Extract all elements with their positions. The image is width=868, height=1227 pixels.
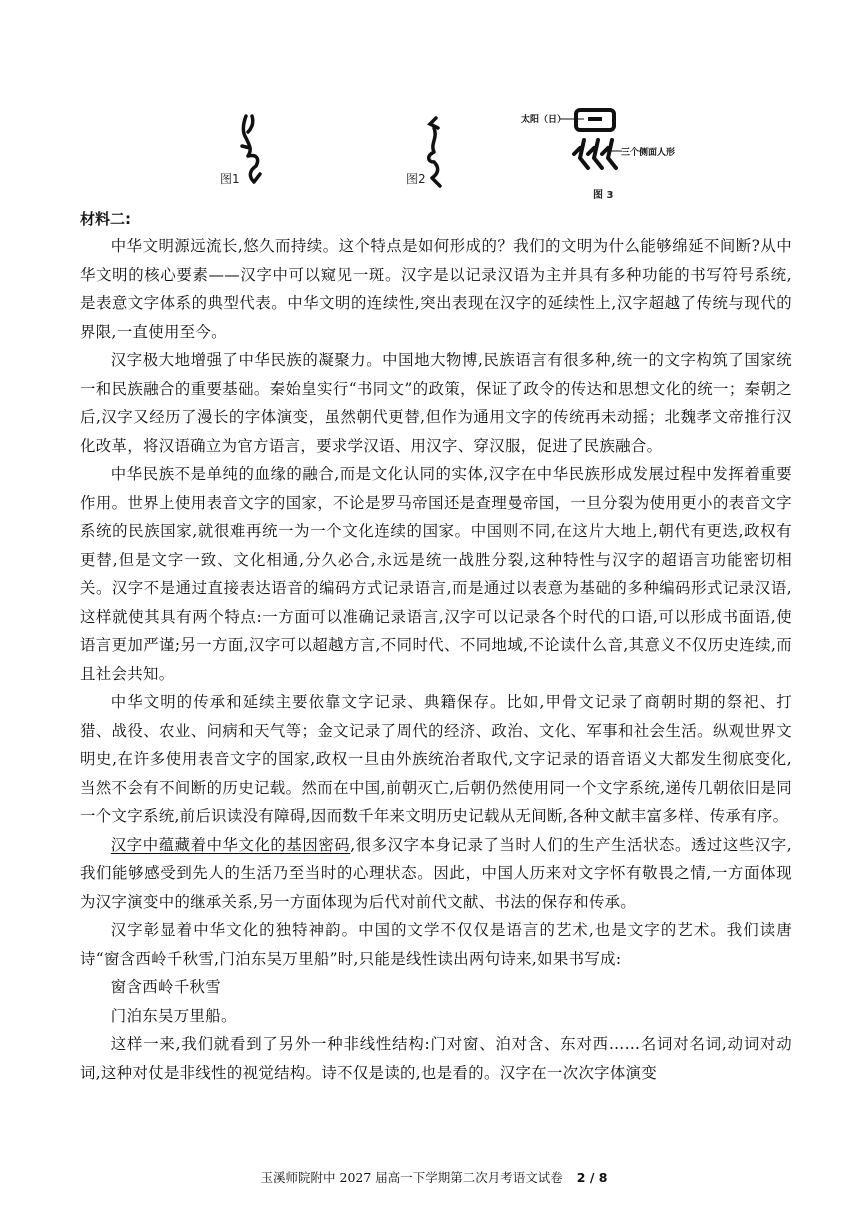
material-two-body [80,232,792,1087]
paragraph-6: 汉字彰显着中华文化的独特神韵。中国的文学不仅仅是语言的艺术,也是文字的艺术。我们读唐诗“窗含西岭千秋雪,门泊东吴万里船”时,只能是线性读出两句诗来,如果书写成: [80,921,792,968]
page-number: 2 / 8 [576,1170,608,1185]
page-footer [0,1168,868,1186]
figure-3-arrow-sun [560,114,586,124]
underlined-sentence: 汉字中蕴藏着中华文化的基因密码 [110,835,351,854]
paragraph-7: 这样一来,我们就看到了另外一种非线性结构:门对窗、泊对含、东对西……名词对名词,动词对动词,这种对仗是非线性的视觉结构。诗不仅是读的,也是看的。汉字在一次次字体演变 [80,1035,792,1082]
poem-line-2: 门泊东吴万里船。 [110,1006,237,1025]
section-title: 材料二: [80,210,131,228]
figure-3-caption: 图 3 [593,190,614,201]
paragraph-1: 中华文明源远流长,悠久而持续。这个特点是如何形成的？我们的文明为什么能够绵延不间断?从中华文明的核心要素——汉字中可以窥见一斑。汉字是以记录汉语为主并具有多种功能的书写符号系统,是表意文字体系的典型代表。中华文明的连续性,突出表现在汉字的延续性上,汉字超越了传统与现代的界限,一直使用至今。 [80,237,792,341]
paragraph-5 [80,831,792,917]
poem-line-1: 窗含西岭千秋雪 [110,978,221,996]
figure-1-glyph [234,110,274,190]
figure-3-label-people: 三个侧面人形 [621,148,676,158]
figure-1-caption: 图1 [220,172,240,186]
figure-3-label-sun: 太阳（日） [521,115,567,125]
paragraph-3: 中华民族不是单纯的血缘的融合,而是文化认同的实体,汉字在中华民族形成发展过程中发挥着重要作用。世界上使用表音文字的国家，不论是罗马帝国还是查理曼帝国，一旦分裂为使用更小的表音文字系统的民族国家,就很难再统一为一个文化连续的国家。中国则不同,在这片大地上,朝代有更迭,政权有更替,但是文字一致、文化相通,分久必合,永远是统一战胜分裂,这种特性与汉字的超语言功能密切相关。汉字不是通过直接表达语音的编码方式记录语言,而是通过以表意为基础的多种编码形式记录汉语,这样就使其具有两个特点:一方面可以准确记录语言,汉字可以记录各个时代的口语,可以形成书面语,使语言更加严谨;另一方面,汉字可以超越方言,不同时代、不同地域,不论读什么音,其意义不仅历史连续,而且社会共知。 [80,465,792,683]
paragraph-4: 中华文明的传承和延续主要依靠文字记录、典籍保存。比如,甲骨文记录了商朝时期的祭祀、打猎、战役、农业、问病和天气等；金文记录了周代的经济、政治、文化、军事和社会生活。纵观世界文明史,在许多使用表音文字的国家,政权一旦由外族统治者取代,文字记录的语音语义大都发生彻底变化,当然不会有不间断的历史记载。然而在中国,前朝灭亡,后朝仍然使用同一个文字系统,递传几朝依旧是同一个文字系统,前后识读没有障碍,因而数千年来文明历史记载从无间断,各种文献丰富多样、传承有序。 [80,693,792,825]
footer-exam-title: 玉溪师院附中 2027 届高一下学期第二次月考语文试卷 [260,1170,563,1185]
figure-2-caption: 图2 [406,172,426,186]
paragraph-5-rest: ,很多汉字本身记录了当时人们的生产生活状态。透过这些汉字,我们能够感受到先人的生活乃至当时的心理状态。因此，中国人历来对文字怀有敬畏之情,一方面体现为汉字演变中的继承关系,另一方面体现为后代对前代文献、书法的保存和传承。 [80,835,792,911]
paragraph-2: 汉字极大地增强了中华民族的凝聚力。中国地大物博,民族语言有很多种,统一的文字构筑了国家统一和民族融合的重要基础。秦始皇实行“书同文”的政策，保证了政令的传达和思想文化的统一；秦朝之后,汉字又经历了漫长的字体演变，虽然朝代更替,但作为通用文字的传统再未动摇；北魏孝文帝推行汉化改革，将汉语确立为官方语言，要求学汉语、用汉字、穿汉服，促进了民族融合。 [80,351,792,455]
figure-3-arrow-people [610,146,622,156]
